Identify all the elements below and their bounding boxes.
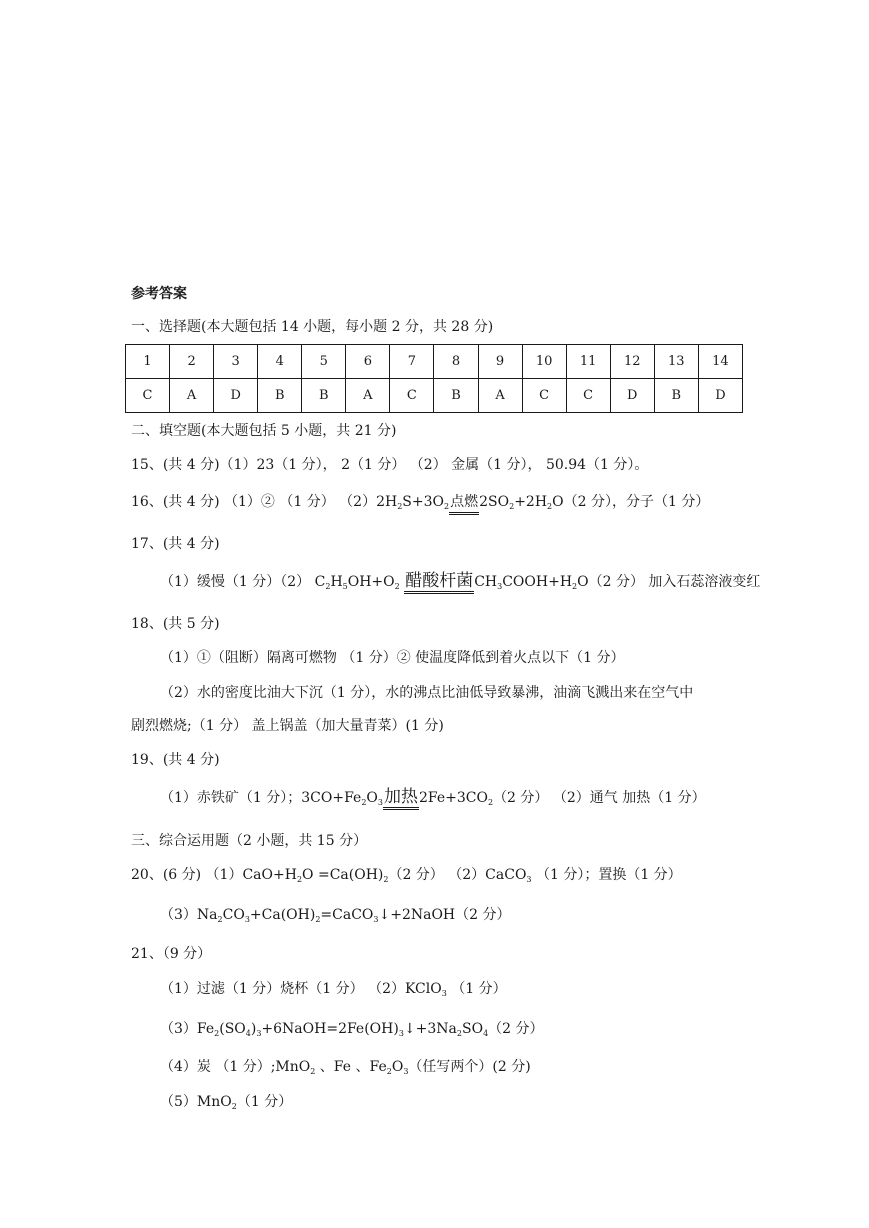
q19-eq-part: 2Fe+3CO [419,790,488,806]
q21-part: ) [250,1021,257,1037]
table-cell-answer: B [302,379,346,413]
table-cell-question-number: 3 [214,345,258,379]
table-cell-question-number: 9 [478,345,522,379]
q20-sub: 2 [315,915,321,924]
q20-part: （3）Na [160,907,218,923]
q20-sub: 2 [383,875,389,884]
q17-sub: 3 [497,582,503,591]
q20-sub: 3 [373,915,379,924]
table-cell-question-number: 1 [126,345,170,379]
q21-sub: 4 [483,1029,489,1038]
q19-sub: 2 [361,798,367,807]
q20-sub: 3 [526,875,532,884]
table-cell-answer: C [390,379,434,413]
section3-heading: 三、综合运用题（2 小题，共 15 分） [131,833,368,849]
table-cell-answer: A [478,379,522,413]
q20-part: （1 分）；置换（1 分） [531,867,682,883]
q17-eq-part: CH [474,574,498,590]
section1-heading: 一、选择题(本大题包括 14 小题，每小题 2 分，共 28 分) [131,319,494,335]
table-cell-answer: B [654,379,698,413]
table-cell-answer: D [214,379,258,413]
q17-eq-part: H [330,574,343,590]
q21-sub: 3 [441,989,447,998]
table-cell-question-number: 7 [390,345,434,379]
table-cell-question-number: 5 [302,345,346,379]
table-cell-answer: C [566,379,610,413]
q16-answer [131,493,709,515]
q20-part: +Ca(OH) [249,907,316,923]
q21-part: (SO [219,1021,246,1037]
q17-sub: 2 [572,582,578,591]
table-cell-answer: B [434,379,478,413]
q15-answer: 15、(共 4 分)（1）23（1 分）， 2（1 分） （2） 金属（1 分）， 50.94（1 分）。 [131,457,649,473]
answer-table [125,344,743,413]
q21-part: （3）Fe [160,1021,215,1037]
q19-reaction-condition: 加热 [383,788,419,810]
q17-sub: 2 [394,582,400,591]
q17-answer [160,572,760,594]
q20-line1 [131,866,682,884]
q20-sub: 3 [244,915,250,924]
q17-eq-part: C [314,574,326,590]
q17-eq-part: COOH+H [502,574,573,590]
q18-line3: 剧烈燃烧;（1 分） 盖上锅盖（加大量青菜）(1 分) [131,718,444,734]
q21-part: ↓+3Na [403,1021,457,1037]
q17-eq-part: O [577,574,589,590]
q20-part: O =Ca(OH) [302,867,384,883]
q21-part: （4）炭 （1 分）;MnO [160,1059,311,1075]
q21-sub: 3 [403,1067,409,1076]
table-cell-question-number: 14 [698,345,742,379]
table-cell-answer: A [346,379,390,413]
q17-reaction-condition: 醋酸杆菌 [404,572,474,594]
table-cell-question-number: 12 [610,345,654,379]
q18-head: 18、(共 5 分) [131,616,220,632]
q21-sub: 2 [214,1029,220,1038]
q19-answer [160,788,706,810]
q20-sub: 2 [217,915,223,924]
q21-line3 [160,1020,544,1038]
q17-sub: 5 [342,582,348,591]
q16-head: 16、(共 4 分) （1）② （1 分） （2） [131,494,377,510]
q16-eq-part: S+3O [402,494,445,510]
q21-sub: 3 [398,1029,404,1038]
q21-part: （5）MnO [160,1094,232,1110]
q21-sub: 3 [256,1029,262,1038]
q17-eq-part: OH+O [347,574,395,590]
table-cell-answer: C [126,379,170,413]
q21-line5 [160,1093,292,1111]
q21-part: （1）过滤（1 分）烧杯（1 分） （2）KClO [160,981,442,997]
q21-sub: 2 [456,1029,462,1038]
q20-part: （2 分） （2）CaCO [388,867,527,883]
q21-part: 、Fe 、Fe [315,1059,387,1075]
q21-head: 21、（9 分） [131,946,212,962]
q21-sub: 2 [310,1067,316,1076]
table-cell-question-number: 4 [258,345,302,379]
q21-part: （2 分） [488,1021,544,1037]
table-cell-question-number: 11 [566,345,610,379]
table-cell-answer: D [610,379,654,413]
q17-sub: 2 [325,582,331,591]
section2-heading: 二、填空题(本大题包括 5 小题，共 21 分) [131,423,397,439]
table-cell-answer: A [170,379,214,413]
q17-pre: （1）缓慢（1 分）（2） [160,574,315,590]
q16-eq-part: 2SO [479,494,510,510]
table-cell-answer: B [258,379,302,413]
q16-reaction-condition: 点燃 [449,493,479,515]
page-title: 参考答案 [131,286,187,302]
q20-part: 20、(6 分) （1）CaO+H [131,867,297,883]
q20-part: ↓+2NaOH（2 分） [378,907,511,923]
q19-sub: 2 [487,798,494,807]
q21-part: （1 分） [236,1094,293,1110]
q21-line1 [160,980,507,998]
q16-eq-part: +2H [514,494,548,510]
table-row-numbers [126,345,743,379]
table-cell-question-number: 6 [346,345,390,379]
table-cell-answer: C [522,379,566,413]
q18-line1: （1）①（阻断）隔离可燃物 （1 分）② 使温度降低到着火点以下（1 分） [160,650,625,666]
q16-eq-part: O [552,494,564,510]
q16-sub: 2 [444,502,450,511]
q21-sub: 2 [231,1102,237,1111]
table-row-answers [126,379,743,413]
q17-tail: （2 分） 加入石蕊溶液变红 [588,574,761,590]
table-cell-question-number: 2 [170,345,214,379]
q16-sub: 2 [397,502,403,511]
q20-part: =CaCO [320,907,374,923]
q19-tail: （2 分） （2）通气 加热（1 分） [493,790,706,806]
q18-line2: （2）水的密度比油大下沉（1 分），水的沸点比油低导致暴沸，油滴飞溅出来在空气中 [160,685,694,701]
q16-tail: （2 分），分子（1 分） [563,494,710,510]
table-cell-question-number: 13 [654,345,698,379]
table-cell-question-number: 8 [434,345,478,379]
q19-eq-part: O [366,790,378,806]
q19-head: 19、(共 4 分) [131,752,220,768]
q20-line2 [160,906,511,924]
table-cell-answer: D [698,379,742,413]
q21-part: （任写两个）(2 分) [408,1059,531,1075]
q21-line4 [160,1058,531,1076]
q21-sub: 4 [245,1029,251,1038]
q20-part: CO [222,907,245,923]
q16-eq-part: 2H [376,494,398,510]
q21-sub: 2 [386,1067,392,1076]
q17-head: 17、(共 4 分) [131,536,220,552]
q19-pre: （1）赤铁矿（1 分）；3CO+Fe [160,790,362,806]
q21-part: SO [461,1021,484,1037]
q19-sub: 3 [377,798,383,807]
q21-part: O [391,1059,404,1075]
q21-part: +6NaOH=2Fe(OH) [261,1021,399,1037]
q16-sub: 2 [547,502,553,511]
q21-part: （1 分） [446,981,507,997]
q20-sub: 2 [296,875,303,884]
table-cell-question-number: 10 [522,345,566,379]
q16-sub: 2 [509,502,515,511]
